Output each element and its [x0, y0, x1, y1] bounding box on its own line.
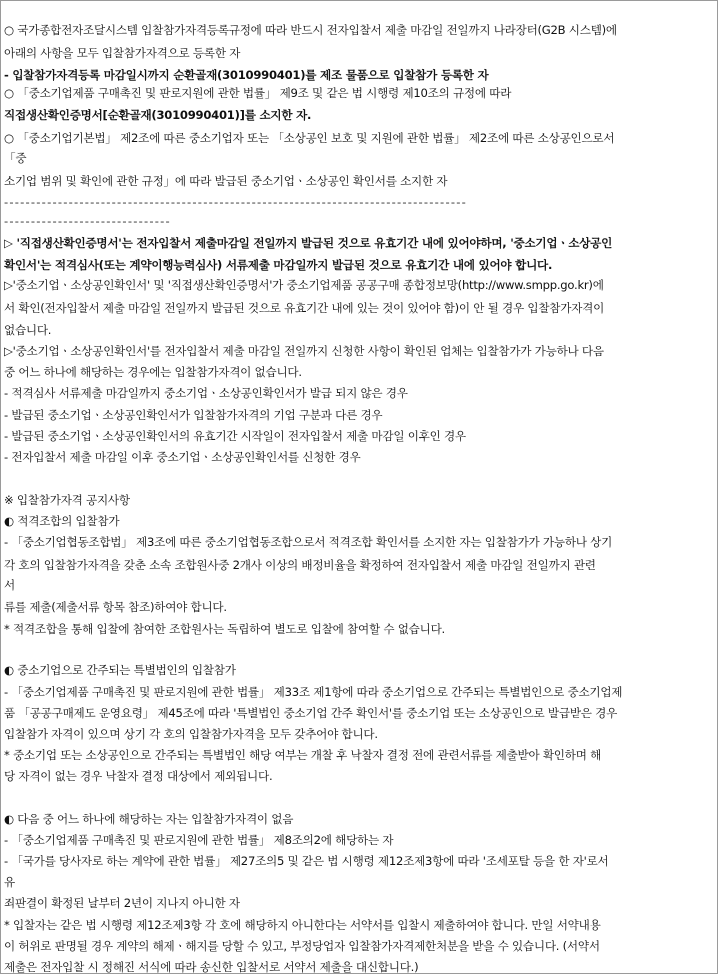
- text-line: 죄판결이 확정된 날부터 2년이 지나지 아니한 자: [4, 896, 240, 910]
- text-line: 품 「공공구매제도 운영요령」 제45조에 따라 '특별법인 중소기업 간주 확인서'를 중소기업 또는 소상공인으로 발급받은 경우: [4, 706, 618, 720]
- text-line: 서: [4, 578, 15, 592]
- text-line: * 입찰자는 같은 법 시행령 제12조제3항 각 호에 해당하지 아니한다는 서약서를 입찰시 제출하여야 합니다. 만일 서약내용: [4, 918, 601, 932]
- text-line: - 발급된 중소기업ㆍ소상공인확인서의 유효기간 시작일이 전자입찰서 제출 마감일 이후인 경우: [4, 429, 466, 443]
- text-line: ○ 「중소기업기본법」 제2조에 따른 중소기업자 또는 「소상공인 보호 및 지원에 관한 법률」 제2조에 따른 소상공인으로서: [4, 131, 615, 145]
- text-line: * 적격조합을 통해 입찰에 참여한 조합원사는 독립하여 별도로 입찰에 참여할 수 없습니다.: [4, 622, 445, 636]
- text-line: 「중: [4, 151, 27, 165]
- text-line: * 중소기업 또는 소상공인으로 간주되는 특별법인 해당 여부는 개찰 후 낙찰자 결정 전에 관련서류를 제출받아 확인하며 해: [4, 748, 602, 762]
- text-line: - 적격심사 서류제출 마감일까지 중소기업ㆍ소상공인확인서가 발급 되지 않은 경우: [4, 386, 408, 400]
- text-line: 유: [4, 875, 15, 889]
- text-line: ◐ 적격조합의 입찰참가: [4, 514, 120, 528]
- text-line: 입찰참가 자격이 있으며 상기 각 호의 입찰참가자격을 모두 갖추어야 합니다.: [4, 727, 378, 741]
- text-line: 제출은 전자입찰 시 정해진 서식에 따라 송신한 입찰서로 서약서 제출을 대신합니다.): [4, 960, 419, 974]
- text-line: 각 호의 입찰참가자격을 갖춘 소속 조합원사중 2개사 이상의 배정비율을 확정하여 전자입찰서 제출 마감일 전일까지 관련: [4, 558, 596, 572]
- text-line: - 「중소기업협동조합법」 제3조에 따른 중소기업협동조합으로서 적격조합 확인서를 소지한 자는 입찰참가가 가능하나 상기: [4, 535, 613, 549]
- text-line: - 전자입찰서 제출 마감일 이후 중소기업ㆍ소상공인확인서를 신청한 경우: [4, 450, 361, 464]
- text-line: ◐ 중소기업으로 간주되는 특별법인의 입찰참가: [4, 663, 236, 677]
- text-line: 직접생산확인증명서[순환골재(3010990401)]를 소지한 자.: [4, 108, 312, 122]
- text-line: 아래의 사항을 모두 입찰참가자격으로 등록한 자: [4, 46, 241, 60]
- text-line: 서 확인(전자입찰서 제출 마감일 전일까지 발급된 것으로 유효기간 내에 있는 것이 있어야 함)이 안 될 경우 입찰참가자격이: [4, 301, 605, 315]
- text-line: ※ 입찰참가자격 공지사항: [4, 493, 130, 507]
- text-line: 당 자격이 없는 경우 낙찰자 결정 대상에서 제외됩니다.: [4, 769, 273, 783]
- text-line: ▷ '직접생산확인증명서'는 전자입찰서 제출마감일 전일까지 발급된 것으로 유효기간 내에 있어야하며, '중소기업ㆍ소상공인: [4, 236, 613, 250]
- text-line: 소기업 범위 및 확인에 관한 규정」에 따라 발급된 중소기업ㆍ소상공인 확인서를 소지한 자: [4, 174, 448, 188]
- text-line: ▷'중소기업ㆍ소상공인확인서'를 전자입찰서 제출 마감일 전일까지 신청한 사항이 확인된 업체는 입찰참가가 가능하나 다음: [4, 344, 604, 358]
- text-line: 확인서'는 적격심사(또는 계약이행능력심사) 서류제출 마감일까지 발급된 것으로 유효기간 내에 있어야 합니다.: [4, 258, 553, 272]
- divider-line: --------------------------------------------------------------------------------------: [4, 195, 467, 209]
- text-line: - 「국가를 당사자로 하는 계약에 관한 법률」 제27조의5 및 같은 법 시행령 제12조제3항에 따라 '조세포탈 등을 한 자'로서: [4, 854, 609, 868]
- text-line: ○ 「중소기업제품 구매촉진 및 판로지원에 관한 법률」 제9조 및 같은 법 시행령 제10조의 규정에 따라: [4, 86, 512, 100]
- divider-line: -------------------------------: [4, 214, 171, 228]
- text-line: 중 어느 하나에 해당하는 경우에는 입찰참가자격이 없습니다.: [4, 365, 302, 379]
- text-line: - 발급된 중소기업ㆍ소상공인확인서가 입찰참가자격의 기업 구분과 다른 경우: [4, 408, 383, 422]
- text-line: - 입찰참가자격등록 마감일시까지 순환골재(3010990401)를 제조 물품으로 입찰참가 등록한 자: [4, 68, 489, 82]
- text-line: ○ 국가종합전자조달시스템 입찰참가자격등록규정에 따라 반드시 전자입찰서 제출 마감일 전일까지 나라장터(G2B 시스템)에: [4, 23, 617, 37]
- text-line: ◐ 다음 중 어느 하나에 해당하는 자는 입찰참가자격이 없음: [4, 812, 294, 826]
- text-line: - 「중소기업제품 구매촉진 및 판로지원에 관한 법률」 제8조의2에 해당하는 자: [4, 833, 394, 847]
- text-line: 없습니다.: [4, 323, 52, 337]
- text-line: 류를 제출(제출서류 항목 참조)하여야 합니다.: [4, 600, 227, 614]
- text-line: - 「중소기업제품 구매촉진 및 판로지원에 관한 법률」 제33조 제1항에 따라 중소기업으로 간주되는 특별법인으로 중소기업제: [4, 685, 623, 699]
- text-line: ▷'중소기업ㆍ소상공인확인서' 및 '직접생산확인증명서'가 중소기업제품 공공구매 종합정보망(http://www.smpp.go.kr)에: [4, 278, 604, 292]
- text-line: 이 허위로 판명될 경우 계약의 해제ㆍ해지를 당할 수 있고, 부정당업자 입찰참가자격제한처분을 받을 수 있습니다. (서약서: [4, 939, 600, 953]
